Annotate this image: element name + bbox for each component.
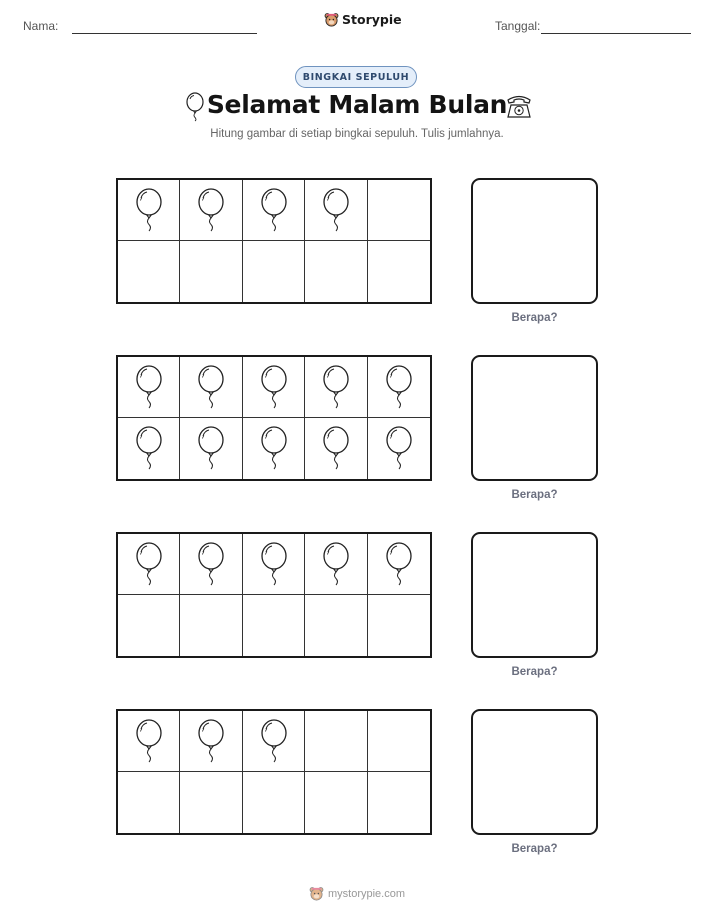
telephone-icon	[505, 93, 533, 119]
date-label: Tanggal:	[495, 19, 541, 33]
frame-cell	[305, 534, 367, 595]
balloon-icon	[258, 542, 290, 588]
footer-url: mystorypie.com	[327, 887, 406, 900]
frame-cell	[180, 534, 242, 595]
balloon-icon	[258, 188, 290, 234]
frame-cell	[368, 772, 430, 833]
frame-cell	[243, 772, 305, 833]
frame-cell	[305, 241, 367, 302]
frame-cell	[368, 357, 430, 418]
balloon-icon	[133, 719, 165, 765]
frame-cell	[243, 711, 305, 772]
frame-cell	[180, 241, 242, 302]
balloon-icon	[133, 542, 165, 588]
answer-box-3[interactable]	[471, 532, 598, 658]
frame-cell	[118, 357, 180, 418]
frame-cell	[118, 180, 180, 241]
frame-cell	[118, 534, 180, 595]
answer-label-4: Berapa?	[511, 843, 558, 855]
bear-icon	[324, 12, 339, 27]
balloon-icon	[195, 719, 227, 765]
answer-label-2: Berapa?	[511, 489, 558, 501]
ten-frame-3	[116, 532, 432, 658]
balloon-icon	[383, 365, 415, 411]
balloon-icon	[320, 542, 352, 588]
balloon-icon	[320, 188, 352, 234]
frame-cell	[305, 357, 367, 418]
name-label: Nama:	[23, 19, 59, 33]
frame-cell	[180, 418, 242, 479]
balloon-icon	[195, 426, 227, 472]
frame-cell	[118, 595, 180, 656]
frame-cell	[305, 711, 367, 772]
footer	[0, 886, 714, 901]
balloon-icon	[383, 542, 415, 588]
balloon-icon	[320, 426, 352, 472]
frame-cell	[305, 595, 367, 656]
answer-label-3: Berapa?	[511, 666, 558, 678]
frame-cell	[118, 418, 180, 479]
frame-cell	[305, 180, 367, 241]
answer-box-1[interactable]	[471, 178, 598, 304]
worksheet-title: Selamat Malam Bulan	[206, 90, 508, 119]
ten-frame-1	[116, 178, 432, 304]
balloon-icon	[258, 365, 290, 411]
frame-cell	[368, 241, 430, 302]
frame-cell	[243, 418, 305, 479]
balloon-icon	[195, 365, 227, 411]
balloon-icon	[258, 719, 290, 765]
answer-label-1: Berapa?	[511, 312, 558, 324]
balloon-icon	[383, 426, 415, 472]
balloon-icon	[133, 188, 165, 234]
frame-cell	[180, 711, 242, 772]
balloon-icon	[258, 426, 290, 472]
frame-cell	[368, 418, 430, 479]
frame-cell	[180, 772, 242, 833]
instruction-text: Hitung gambar di setiap bingkai sepuluh. Tulis jumlahnya.	[210, 128, 504, 140]
answer-box-2[interactable]	[471, 355, 598, 481]
balloon-icon	[320, 365, 352, 411]
balloon-icon	[133, 426, 165, 472]
brand-name: Storypie	[342, 12, 402, 27]
ten-frame-2	[116, 355, 432, 481]
frame-cell	[243, 534, 305, 595]
frame-cell	[180, 180, 242, 241]
date-field[interactable]	[541, 33, 691, 34]
frame-cell	[368, 534, 430, 595]
brand-logo	[324, 12, 402, 27]
frame-cell	[118, 711, 180, 772]
frame-cell	[243, 595, 305, 656]
answer-box-4[interactable]	[471, 709, 598, 835]
ten-frame-4	[116, 709, 432, 835]
frame-cell	[368, 711, 430, 772]
frame-cell	[118, 241, 180, 302]
balloon-icon	[133, 365, 165, 411]
frame-cell	[118, 772, 180, 833]
frame-cell	[243, 241, 305, 302]
worksheet-badge: BINGKAI SEPULUH	[295, 66, 417, 88]
frame-cell	[305, 418, 367, 479]
frame-cell	[180, 357, 242, 418]
frame-cell	[243, 357, 305, 418]
balloon-icon	[195, 188, 227, 234]
frame-cell	[368, 180, 430, 241]
name-field[interactable]	[72, 33, 257, 34]
frame-cell	[368, 595, 430, 656]
balloon-icon	[195, 542, 227, 588]
bear-icon	[309, 886, 324, 901]
frame-cell	[305, 772, 367, 833]
frame-cell	[243, 180, 305, 241]
frame-cell	[180, 595, 242, 656]
